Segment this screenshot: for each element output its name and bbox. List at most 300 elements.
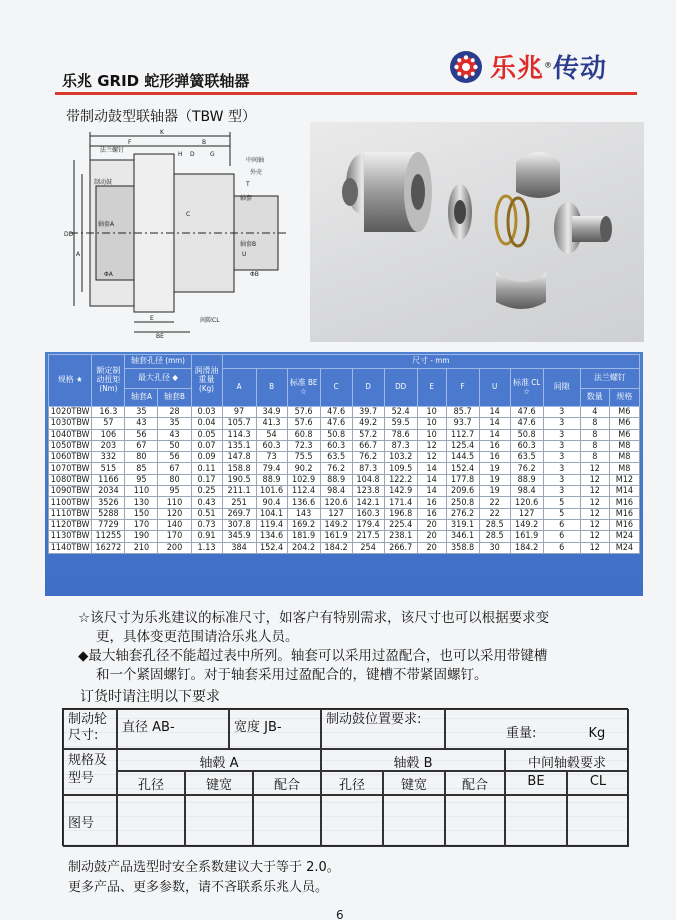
order-input-fit-b[interactable] — [445, 795, 505, 847]
table-cell: 16.3 — [92, 407, 125, 418]
dim-label-g: G — [210, 151, 215, 158]
table-cell: 134.6 — [256, 531, 287, 542]
dim-label-c: C — [186, 211, 191, 218]
table-cell: 14 — [479, 418, 510, 429]
table-cell: M8 — [609, 440, 639, 451]
table-cell: 203 — [92, 440, 125, 451]
table-cell: 67 — [158, 463, 191, 474]
order-brake-wheel-size-label: 制动轮尺寸: — [63, 709, 117, 749]
table-cell: 72.3 — [287, 440, 320, 451]
table-cell: 66.7 — [352, 440, 384, 451]
table-cell: 225.4 — [384, 519, 417, 530]
order-weight-unit: Kg — [588, 726, 606, 741]
table-cell: 95 — [125, 474, 158, 485]
table-cell: 19 — [479, 474, 510, 485]
order-hub-b-bore: 孔径 — [321, 771, 383, 795]
table-cell: 16 — [417, 497, 446, 508]
table-cell: 50 — [158, 440, 191, 451]
table-cell: M8 — [609, 452, 639, 463]
table-cell: 87.3 — [384, 440, 417, 451]
table-cell: 88.9 — [510, 474, 543, 485]
order-input-bore-a[interactable] — [117, 795, 185, 847]
table-cell: M14 — [609, 486, 639, 497]
table-cell: 1.13 — [191, 542, 222, 553]
table-cell: 120.6 — [320, 497, 352, 508]
dim-label-u: U — [242, 251, 247, 258]
table-cell: 1060TBW — [49, 452, 92, 463]
series-title: 乐兆 GRID 蛇形弹簧联轴器 — [62, 72, 250, 90]
gear-logo-icon — [448, 49, 484, 85]
table-cell: 19 — [479, 463, 510, 474]
order-hub-b-keyway: 键宽 — [383, 771, 445, 795]
table-cell: 85 — [125, 463, 158, 474]
product-exploded-photo — [310, 122, 644, 342]
table-cell: 14 — [479, 429, 510, 440]
order-middle-hub-header: 中间轴毂要求 — [505, 749, 629, 771]
note-standard-size-1: ☆该尺寸为乐兆建议的标准尺寸，如客户有特别需求，该尺寸也可以根据要求变 — [78, 610, 550, 626]
table-cell: M12 — [609, 474, 639, 485]
table-cell: 204.2 — [287, 542, 320, 553]
table-cell: 1140TBW — [49, 542, 92, 553]
table-cell: 1080TBW — [49, 474, 92, 485]
table-cell: 5 — [543, 508, 580, 519]
table-cell: 73 — [256, 452, 287, 463]
table-cell: 1130TBW — [49, 531, 92, 542]
table-cell: 104.8 — [352, 474, 384, 485]
order-input-bore-b[interactable] — [321, 795, 383, 847]
table-cell: 14 — [479, 407, 510, 418]
table-row — [49, 531, 640, 542]
table-cell: 34.9 — [256, 407, 287, 418]
table-cell: 102.9 — [287, 474, 320, 485]
table-cell: 170 — [125, 519, 158, 530]
table-cell: 143 — [287, 508, 320, 519]
coupling-exploded-illustration — [310, 122, 644, 342]
table-cell: M6 — [609, 418, 639, 429]
table-cell: 0.91 — [191, 531, 222, 542]
table-cell: 3 — [543, 474, 580, 485]
brand-name-red: 乐兆 — [490, 54, 545, 84]
callout-flange-bolt: 法兰螺钉 — [100, 147, 125, 154]
order-hub-a-header: 轴毂 A — [117, 749, 321, 771]
table-cell: 47.6 — [510, 418, 543, 429]
header-bore-max: 最大孔径 ◆ — [125, 369, 191, 389]
table-cell: 3526 — [92, 497, 125, 508]
table-cell: 1110TBW — [49, 508, 92, 519]
table-cell: 169.2 — [287, 519, 320, 530]
table-cell: 16272 — [92, 542, 125, 553]
table-cell: 28.5 — [479, 531, 510, 542]
table-cell: 3 — [543, 440, 580, 451]
table-cell: 80 — [125, 452, 158, 463]
table-cell: 93.7 — [446, 418, 479, 429]
order-input-keyway-a[interactable] — [185, 795, 253, 847]
table-cell: 346.1 — [446, 531, 479, 542]
table-cell: 87.3 — [352, 463, 384, 474]
footnote-contact: 更多产品、更多参数，请不吝联系乐兆人员。 — [68, 880, 329, 895]
table-cell: 14 — [417, 463, 446, 474]
header-col-e: E — [417, 369, 446, 407]
table-cell: 22 — [479, 497, 510, 508]
table-cell: 4 — [580, 407, 609, 418]
table-cell: 120 — [158, 508, 191, 519]
order-hub-a-fit: 配合 — [253, 771, 321, 795]
table-cell: 3 — [543, 418, 580, 429]
dim-label-e: E — [150, 315, 154, 322]
table-cell: 0.04 — [191, 418, 222, 429]
table-cell: 60.8 — [287, 429, 320, 440]
order-form — [62, 708, 628, 846]
table-cell: 307.8 — [222, 519, 256, 530]
table-cell: 135.1 — [222, 440, 256, 451]
table-cell: 85.7 — [446, 407, 479, 418]
header-col-c: C — [320, 369, 352, 407]
table-cell: 28 — [158, 407, 191, 418]
dim-label-d: D — [190, 151, 195, 158]
table-cell: 10 — [417, 418, 446, 429]
header-bore-group: 轴套孔径 (mm) — [125, 355, 191, 369]
table-cell: 76.2 — [352, 452, 384, 463]
table-cell: 50.8 — [510, 429, 543, 440]
table-cell: 12 — [580, 531, 609, 542]
order-drawing-no-label: 图号 — [63, 795, 117, 847]
table-cell: 54 — [256, 429, 287, 440]
table-cell: 3 — [543, 452, 580, 463]
table-cell: 78.6 — [384, 429, 417, 440]
table-cell: 11255 — [92, 531, 125, 542]
table-cell: 88.9 — [320, 474, 352, 485]
table-cell: 60.3 — [320, 440, 352, 451]
table-cell: 60.3 — [510, 440, 543, 451]
spec-table — [48, 354, 640, 554]
header-bore-a: 轴套A — [125, 389, 158, 407]
callout-sleeve-b: 轴套B — [240, 241, 257, 248]
table-cell: 1040TBW — [49, 429, 92, 440]
table-cell: 7729 — [92, 519, 125, 530]
table-cell: 14 — [417, 486, 446, 497]
table-cell: 3 — [543, 486, 580, 497]
table-cell: 384 — [222, 542, 256, 553]
table-cell: 76.2 — [510, 463, 543, 474]
table-cell: 161.9 — [320, 531, 352, 542]
table-cell: 136.6 — [287, 497, 320, 508]
table-cell: 254 — [352, 542, 384, 553]
table-cell: 75.5 — [287, 452, 320, 463]
table-cell: 16 — [479, 440, 510, 451]
callout-sleeve-a: 轴套A — [98, 221, 115, 228]
table-cell: 345.9 — [222, 531, 256, 542]
table-cell: 2034 — [92, 486, 125, 497]
table-cell: 152.4 — [446, 463, 479, 474]
table-cell: 170 — [158, 531, 191, 542]
header-flange-spec: 规格 — [609, 389, 639, 407]
table-cell: 123.8 — [352, 486, 384, 497]
table-cell: 105.7 — [222, 418, 256, 429]
order-input-keyway-b[interactable] — [383, 795, 445, 847]
dim-label-phi-b: ΦB — [250, 271, 259, 278]
table-cell: 56 — [125, 429, 158, 440]
order-model-label: 规格及型号 — [63, 749, 117, 795]
table-cell: 0.07 — [191, 440, 222, 451]
header-col-a: A — [222, 369, 256, 407]
brand-name — [490, 48, 607, 85]
table-cell: 90.2 — [287, 463, 320, 474]
header-grease: 润滑油重量 (Kg) — [191, 355, 222, 407]
table-row — [49, 508, 640, 519]
table-cell: 35 — [158, 418, 191, 429]
table-cell: 3 — [543, 429, 580, 440]
header-bore-b: 轴套B — [158, 389, 191, 407]
table-cell: 125.4 — [446, 440, 479, 451]
table-cell: 358.8 — [446, 542, 479, 553]
table-cell: 8 — [580, 440, 609, 451]
table-cell: 52.4 — [384, 407, 417, 418]
table-cell: 14 — [417, 474, 446, 485]
table-cell: 88.9 — [256, 474, 287, 485]
table-cell: 276.2 — [446, 508, 479, 519]
table-cell: 5288 — [92, 508, 125, 519]
dim-label-t: T — [246, 181, 250, 188]
table-cell: 6 — [543, 531, 580, 542]
table-cell: 119.4 — [256, 519, 287, 530]
table-cell: 332 — [92, 452, 125, 463]
table-cell: 114.3 — [222, 429, 256, 440]
header-col-be: 标准 BE ☆ — [287, 369, 320, 407]
table-cell: M6 — [609, 407, 639, 418]
table-cell: 12 — [417, 452, 446, 463]
brand-name-blue: 传动 — [553, 54, 608, 84]
table-cell: 152.4 — [256, 542, 287, 553]
table-cell: 57.6 — [287, 407, 320, 418]
order-width-field[interactable]: 宽度 JB- — [229, 709, 321, 749]
table-cell: 43 — [125, 418, 158, 429]
table-cell: 251 — [222, 497, 256, 508]
page-number: 6 — [336, 908, 344, 920]
header-col-f: F — [446, 369, 479, 407]
table-cell: 149.2 — [320, 519, 352, 530]
table-cell: 122.2 — [384, 474, 417, 485]
table-cell: 20 — [417, 542, 446, 553]
table-row — [49, 474, 640, 485]
table-cell: 104.1 — [256, 508, 287, 519]
table-cell: 0.25 — [191, 486, 222, 497]
brand-logo — [448, 48, 607, 85]
table-cell: 67 — [125, 440, 158, 451]
table-cell: 1020TBW — [49, 407, 92, 418]
table-row — [49, 440, 640, 451]
table-cell: 142.1 — [352, 497, 384, 508]
table-cell: 97 — [222, 407, 256, 418]
table-cell: 209.6 — [446, 486, 479, 497]
table-cell: 184.2 — [320, 542, 352, 553]
header-col-cl: 标准 CL ☆ — [510, 369, 543, 407]
table-cell: 6 — [543, 542, 580, 553]
table-cell: 12 — [580, 486, 609, 497]
table-cell: 190 — [125, 531, 158, 542]
table-cell: 0.09 — [191, 452, 222, 463]
order-input-be[interactable] — [505, 795, 567, 847]
callout-sleeve: 轴套 — [240, 195, 253, 202]
table-cell: 6 — [543, 519, 580, 530]
note-standard-size-2: 更，具体变更范围请洽乐兆人员。 — [96, 629, 299, 645]
table-cell: 1166 — [92, 474, 125, 485]
order-input-cl[interactable] — [567, 795, 629, 847]
dim-label-k: K — [160, 129, 164, 136]
table-cell: 1050TBW — [49, 440, 92, 451]
table-cell: 110 — [158, 497, 191, 508]
order-hub-a-bore: 孔径 — [117, 771, 185, 795]
table-cell: 76.2 — [320, 463, 352, 474]
table-cell: 150 — [125, 508, 158, 519]
table-cell: 12 — [417, 440, 446, 451]
table-cell: 28.5 — [479, 519, 510, 530]
table-cell: 49.2 — [352, 418, 384, 429]
table-cell: 95 — [158, 486, 191, 497]
table-cell: 1100TBW — [49, 497, 92, 508]
table-cell: 12 — [580, 542, 609, 553]
table-cell: 190.5 — [222, 474, 256, 485]
callout-middle-shaft: 中间轴 — [246, 157, 265, 164]
table-cell: 112.4 — [287, 486, 320, 497]
table-cell: 16 — [479, 452, 510, 463]
table-cell: 5 — [543, 497, 580, 508]
table-cell: M16 — [609, 519, 639, 530]
table-cell: 147.8 — [222, 452, 256, 463]
table-cell: 80 — [158, 474, 191, 485]
table-cell: 30 — [479, 542, 510, 553]
table-row — [49, 542, 640, 553]
table-cell: 10 — [417, 429, 446, 440]
table-cell: 101.6 — [256, 486, 287, 497]
table-cell: 140 — [158, 519, 191, 530]
note-max-bore-2: 和一个紧固螺钉。对于轴套采用过盈配合的，键槽不带紧固螺钉。 — [96, 667, 488, 683]
table-cell: 0.73 — [191, 519, 222, 530]
table-cell: 144.5 — [446, 452, 479, 463]
table-cell: M24 — [609, 542, 639, 553]
table-cell: 19 — [479, 486, 510, 497]
table-cell: 12 — [580, 508, 609, 519]
table-cell: 3 — [543, 463, 580, 474]
table-cell: 47.6 — [320, 407, 352, 418]
coupling-cross-section-drawing — [60, 126, 298, 340]
table-cell: 0.03 — [191, 407, 222, 418]
table-cell: 238.1 — [384, 531, 417, 542]
table-cell: 1070TBW — [49, 463, 92, 474]
header-divider — [55, 92, 637, 95]
table-cell: 16 — [417, 508, 446, 519]
table-cell: 142.9 — [384, 486, 417, 497]
table-row — [49, 429, 640, 440]
table-cell: 12 — [580, 497, 609, 508]
order-weight-field[interactable] — [445, 709, 629, 749]
table-cell: 59.5 — [384, 418, 417, 429]
callout-housing: 外壳 — [250, 169, 263, 176]
table-cell: 35 — [125, 407, 158, 418]
table-cell: 12 — [580, 463, 609, 474]
table-cell: 149.2 — [510, 519, 543, 530]
order-weight-label: 重量: — [506, 726, 537, 741]
table-cell: 20 — [417, 531, 446, 542]
table-cell: 127 — [320, 508, 352, 519]
table-cell: 103.2 — [384, 452, 417, 463]
table-cell: 177.8 — [446, 474, 479, 485]
dim-label-f: F — [128, 139, 132, 146]
dim-label-a: A — [76, 251, 81, 258]
table-cell: 130 — [125, 497, 158, 508]
table-cell: 211.1 — [222, 486, 256, 497]
order-hub-b-fit: 配合 — [445, 771, 505, 795]
order-drum-position-field[interactable]: 制动鼓位置要求: — [321, 709, 445, 749]
order-middle-cl: CL — [567, 771, 629, 795]
header-col-u: U — [479, 369, 510, 407]
table-cell: 22 — [479, 508, 510, 519]
table-row — [49, 497, 640, 508]
order-requirements-title: 订货时请注明以下要求 — [80, 689, 220, 705]
header-col-dd: DD — [384, 369, 417, 407]
table-cell: M6 — [609, 429, 639, 440]
table-row — [49, 519, 640, 530]
product-subtitle: 带制动鼓型联轴器（TBW 型） — [66, 109, 256, 125]
table-cell: 179.4 — [352, 519, 384, 530]
table-cell: 12 — [580, 474, 609, 485]
header-flange-qty: 数量 — [580, 389, 609, 407]
table-row — [49, 407, 640, 418]
table-cell: 12 — [580, 519, 609, 530]
table-cell: 41.3 — [256, 418, 287, 429]
dim-label-dd: DD — [64, 231, 74, 238]
order-hub-a-keyway: 键宽 — [185, 771, 253, 795]
table-cell: 50.8 — [320, 429, 352, 440]
table-cell: 98.4 — [510, 486, 543, 497]
order-middle-be: BE — [505, 771, 567, 795]
table-cell: 158.8 — [222, 463, 256, 474]
order-hub-b-header: 轴毂 B — [321, 749, 505, 771]
table-cell: 0.43 — [191, 497, 222, 508]
table-cell: 57 — [92, 418, 125, 429]
header-torque: 额定制动扭矩 (Nm) — [92, 355, 125, 407]
header-col-b: B — [256, 369, 287, 407]
header-col-gap: 间隙 — [543, 369, 580, 407]
table-cell: 0.51 — [191, 508, 222, 519]
table-cell: 184.2 — [510, 542, 543, 553]
table-cell: 0.11 — [191, 463, 222, 474]
table-cell: 217.5 — [352, 531, 384, 542]
table-cell: 98.4 — [320, 486, 352, 497]
table-cell: 0.17 — [191, 474, 222, 485]
table-cell: 515 — [92, 463, 125, 474]
table-row — [49, 418, 640, 429]
table-cell: 10 — [417, 407, 446, 418]
table-cell: 20 — [417, 519, 446, 530]
registered-mark: ® — [544, 60, 554, 70]
table-cell: 57.6 — [287, 418, 320, 429]
table-cell: 63.5 — [320, 452, 352, 463]
header-col-d: D — [352, 369, 384, 407]
order-input-fit-a[interactable] — [253, 795, 321, 847]
order-diameter-field[interactable]: 直径 AB- — [117, 709, 229, 749]
table-cell: 127 — [510, 508, 543, 519]
spec-table-body — [49, 407, 640, 554]
header-dims: 尺寸 - mm — [222, 355, 640, 369]
table-cell: 63.5 — [510, 452, 543, 463]
table-cell: 47.6 — [510, 407, 543, 418]
table-cell: 90.4 — [256, 497, 287, 508]
table-cell: 250.8 — [446, 497, 479, 508]
header-model: 规格 ★ — [49, 355, 92, 407]
table-cell: 269.7 — [222, 508, 256, 519]
table-cell: 210 — [125, 542, 158, 553]
table-cell: 57.2 — [352, 429, 384, 440]
